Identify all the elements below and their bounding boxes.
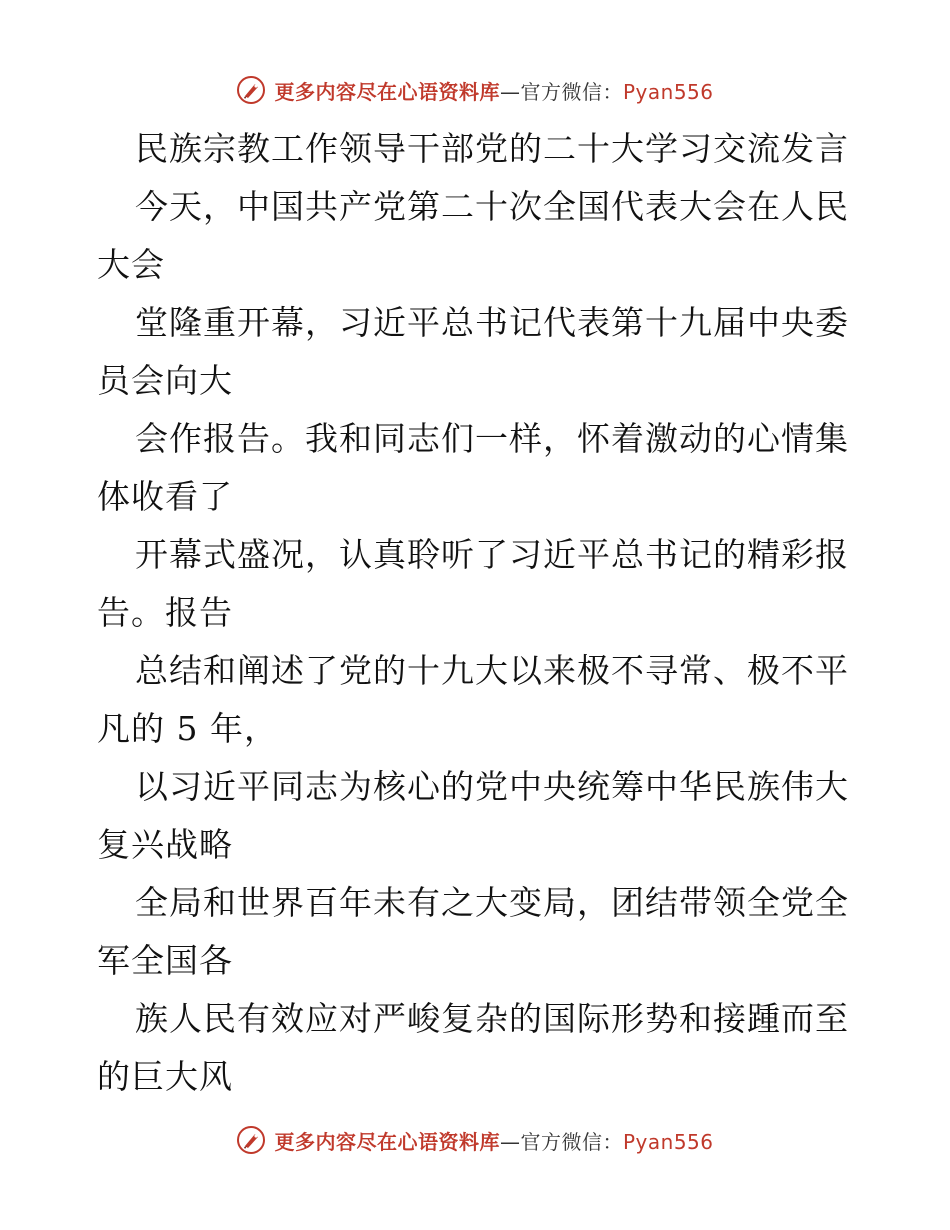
document-title: 民族宗教工作领导干部党的二十大学习交流发言 [135,129,849,168]
paragraph-line: 开幕式盛况，认真聆听了习近平总书记的精彩报 [135,535,849,574]
banner-text [274,1126,713,1155]
footer-banner [0,1120,950,1160]
paragraph-line: 总结和阐述了党的十九大以来极不寻常、极不平 [135,651,849,690]
paragraph-line: 军全国各 [97,941,233,980]
paragraph-line: 堂隆重开幕，习近平总书记代表第十九届中央委 [135,303,849,342]
paragraph-line: 凡的 5 年， [97,709,278,748]
paragraph-line: 的巨大风 [97,1057,233,1096]
paragraph-line: 复兴战略 [97,825,233,864]
wechat-id: Pyan556 [622,1129,714,1154]
document-body [97,120,857,1106]
pen-nib-logo-icon [236,75,266,105]
wechat-label: 官方微信： [520,79,623,104]
paragraph-line: 大会 [97,245,165,284]
paragraph-line: 会作报告。我和同志们一样，怀着激动的心情集 [135,419,849,458]
separator: — [499,79,521,104]
wechat-label: 官方微信： [520,1129,623,1154]
library-text: 更多内容尽在心语资料库 [274,79,500,104]
separator: — [499,1129,521,1154]
wechat-id: Pyan556 [622,79,714,104]
paragraph-line: 告。报告 [97,593,233,632]
pen-nib-logo-icon [236,1125,266,1155]
paragraph-line: 族人民有效应对严峻复杂的国际形势和接踵而至 [135,999,849,1038]
paragraph-line: 今天，中国共产党第二十次全国代表大会在人民 [135,187,849,226]
paragraph-line: 以习近平同志为核心的党中央统筹中华民族伟大 [135,767,849,806]
banner-text [274,76,713,105]
paragraph-line: 体收看了 [97,477,233,516]
paragraph-line: 全局和世界百年未有之大变局，团结带领全党全 [135,883,849,922]
header-banner [0,70,950,110]
paragraph-line: 员会向大 [97,361,233,400]
library-text: 更多内容尽在心语资料库 [274,1129,500,1154]
